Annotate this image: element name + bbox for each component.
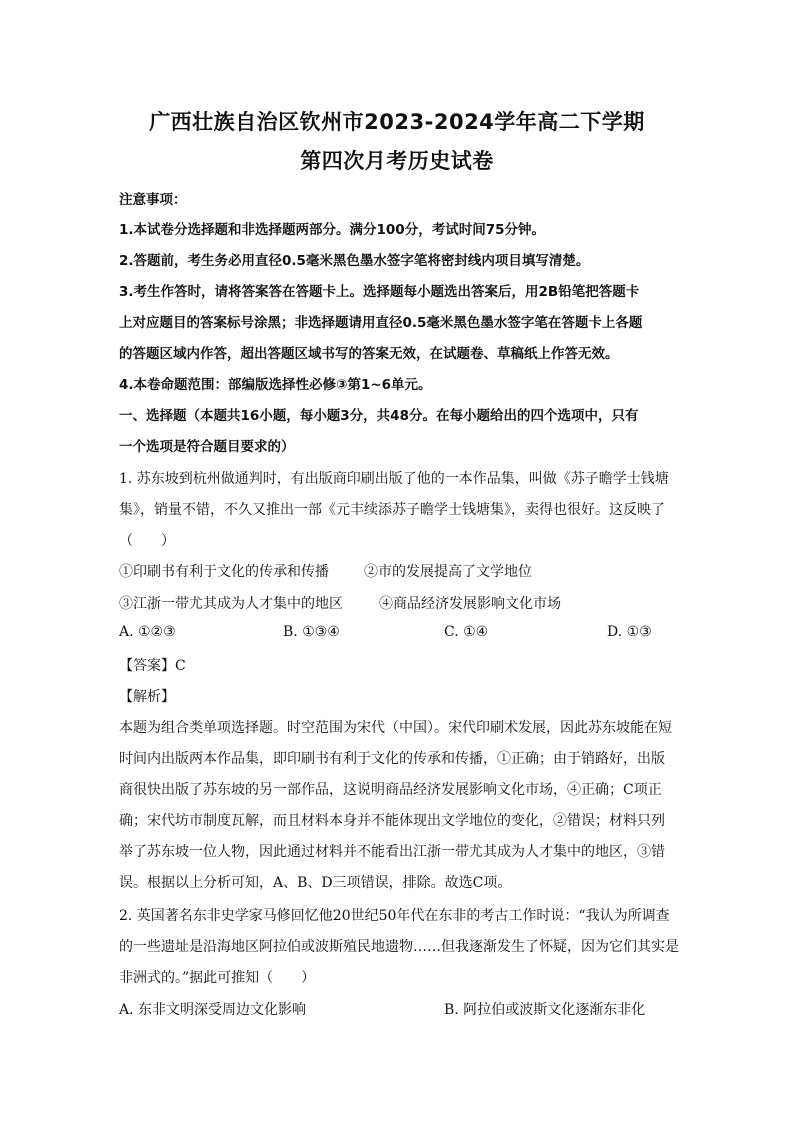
q1-analysis-line-6: 误。根据以上分析可知，A、B、D三项错误，排除。故选C项。 [119,875,512,891]
section-heading-cont: 一个选项是符合题目要求的） [119,439,295,455]
q1-option-d: D. ①③ [607,624,652,640]
q1-item-4: ④商品经济发展影响文化市场 [379,596,561,612]
q1-stem-line-1: 1. 苏东坡到杭州做通判时，有出版商印刷出版了他的一本作品集，叫做《苏子瞻学士钱塘 [119,471,669,487]
q1-option-a: A. ①②③ [119,624,176,640]
note-item-3-cont-1: 上对应题目的答案标号涂黑；非选择题请用直径0.5毫米黑色墨水签字笔在答题卡上各题 [119,315,643,331]
q1-option-b: B. ①③④ [283,624,340,640]
q2-stem-line-3: 非洲式的。”据此可推知（ ） [119,970,316,986]
q1-item-3: ③江浙一带尤其成为人才集中的地区 [119,596,343,612]
q1-analysis-line-5: 举了苏东坡一位人物，因此通过材料并不能看出江浙一带尤其成为人才集中的地区，③错 [119,844,665,860]
q1-answer: 【答案】C [119,658,186,674]
q1-option-c: C. ①④ [444,624,489,640]
note-item-2: 2.答题前，考生务必用直径0.5毫米黑色墨水签字笔将密封线内项目填写清楚。 [119,253,590,269]
q1-analysis-line-4: 确；宋代坊市制度瓦解，而且材料本身并不能体现出文学地位的变化，②错误；材料只列 [119,813,665,829]
note-item-1: 1.本试卷分选择题和非选择题两部分。满分100分，考试时间75分钟。 [119,222,545,238]
q2-stem-line-1: 2. 英国著名东非史学家马修回忆他20世纪50年代在东非的考古工作时说：“我认为所调查 [119,908,670,924]
q1-analysis-line-1: 本题为组合类单项选择题。时空范围为宋代（中国）。宋代印刷术发展，因此苏东坡能在短 [119,720,672,736]
q1-analysis-line-3: 商很快出版了苏东坡的另一部作品，这说明商品经济发展影响文化市场，④正确；C项正 [119,782,662,798]
q1-stem-line-3: （ ） [119,533,175,549]
notes-heading: 注意事项： [119,192,187,208]
q1-item-2: ②市的发展提高了文学地位 [364,564,532,580]
note-item-4: 4.本卷命题范围：部编版选择性必修③第1~6单元。 [119,377,432,393]
exam-title-line-1: 广西壮族自治区钦州市2023-2024学年高二下学期 [149,110,645,134]
q1-analysis-line-2: 时间内出版两本作品集，即印刷书有利于文化的传承和传播，①正确；由于销路好，出版 [119,751,665,767]
exam-title-line-2: 第四次月考历史试卷 [300,149,494,173]
q2-option-a: A. 东非文明深受周边文化影响 [119,1002,307,1018]
q1-analysis-label: 【解析】 [119,689,175,705]
q1-stem-line-2: 集》，销量不错，不久又推出一部《元丰续添苏子瞻学士钱塘集》，卖得也很好。这反映了 [119,502,665,518]
section-heading: 一、选择题（本题共16小题，每小题3分，共48分。在每小题给出的四个选项中，只有 [119,408,639,424]
note-item-3: 3.考生作答时，请将答案答在答题卡上。选择题每小题选出答案后，用2B铅笔把答题卡 [119,284,640,300]
q2-option-b: B. 阿拉伯或波斯文化逐渐东非化 [444,1002,646,1018]
q2-stem-line-2: 的一些遗址是沿海地区阿拉伯或波斯殖民地遗物……但我逐渐发生了怀疑，因为它们其实是 [119,939,679,955]
note-item-3-cont-2: 的答题区域内作答，超出答题区域书写的答案无效，在试题卷、草稿纸上作答无效。 [119,346,619,362]
q1-item-1: ①印刷书有利于文化的传承和传播 [119,564,329,580]
